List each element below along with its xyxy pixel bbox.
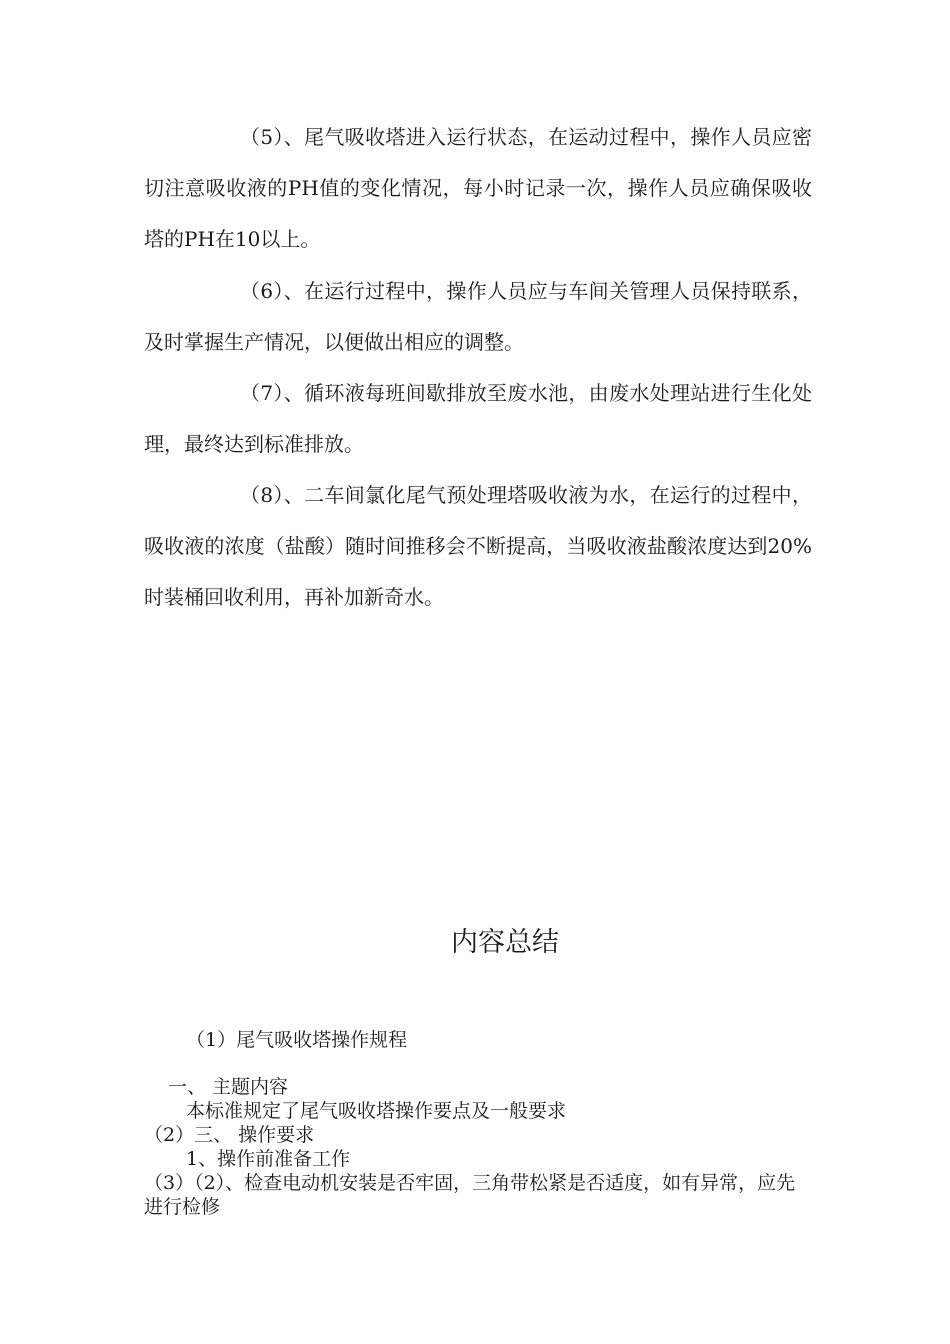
paragraph-6: （6）、在运行过程中，操作人员应与车间关管理人员保持联系，及时掌握生产情况，以便做出相应的调整。	[144, 279, 812, 354]
summary-line: 一、 主题内容	[168, 1076, 289, 1098]
summary-line: 本标准规定了尾气吸收塔操作要点及一般要求	[186, 1100, 567, 1122]
summary-line: （3）（2）、检查电动机安装是否牢固，三角带松紧是否适度，如有异常，应先进行检修	[144, 1172, 796, 1218]
summary-line: 1、操作前准备工作	[186, 1148, 351, 1170]
paragraph-8: （8）、二车间氯化尾气预处理塔吸收液为水，在运行的过程中，吸收液的浓度（盐酸）随时间推移会不断提高，当吸收液盐酸浓度达到20%时装桶回收利用，再补加新奇水。	[144, 483, 812, 609]
summary-title: 内容总结	[451, 927, 559, 958]
paragraph-7: （7）、循环液每班间歇排放至废水池，由废水处理站进行生化处理，最终达到标准排放。	[144, 381, 812, 456]
paragraph-5: （5）、尾气吸收塔进入运行状态，在运动过程中，操作人员应密切注意吸收液的PH值的变化情况，每小时记录一次，操作人员应确保吸收塔的PH在10以上。	[144, 125, 812, 251]
summary-line: （2）三、 操作要求	[144, 1124, 315, 1146]
summary-line: （1）尾气吸收塔操作规程	[186, 1029, 408, 1051]
